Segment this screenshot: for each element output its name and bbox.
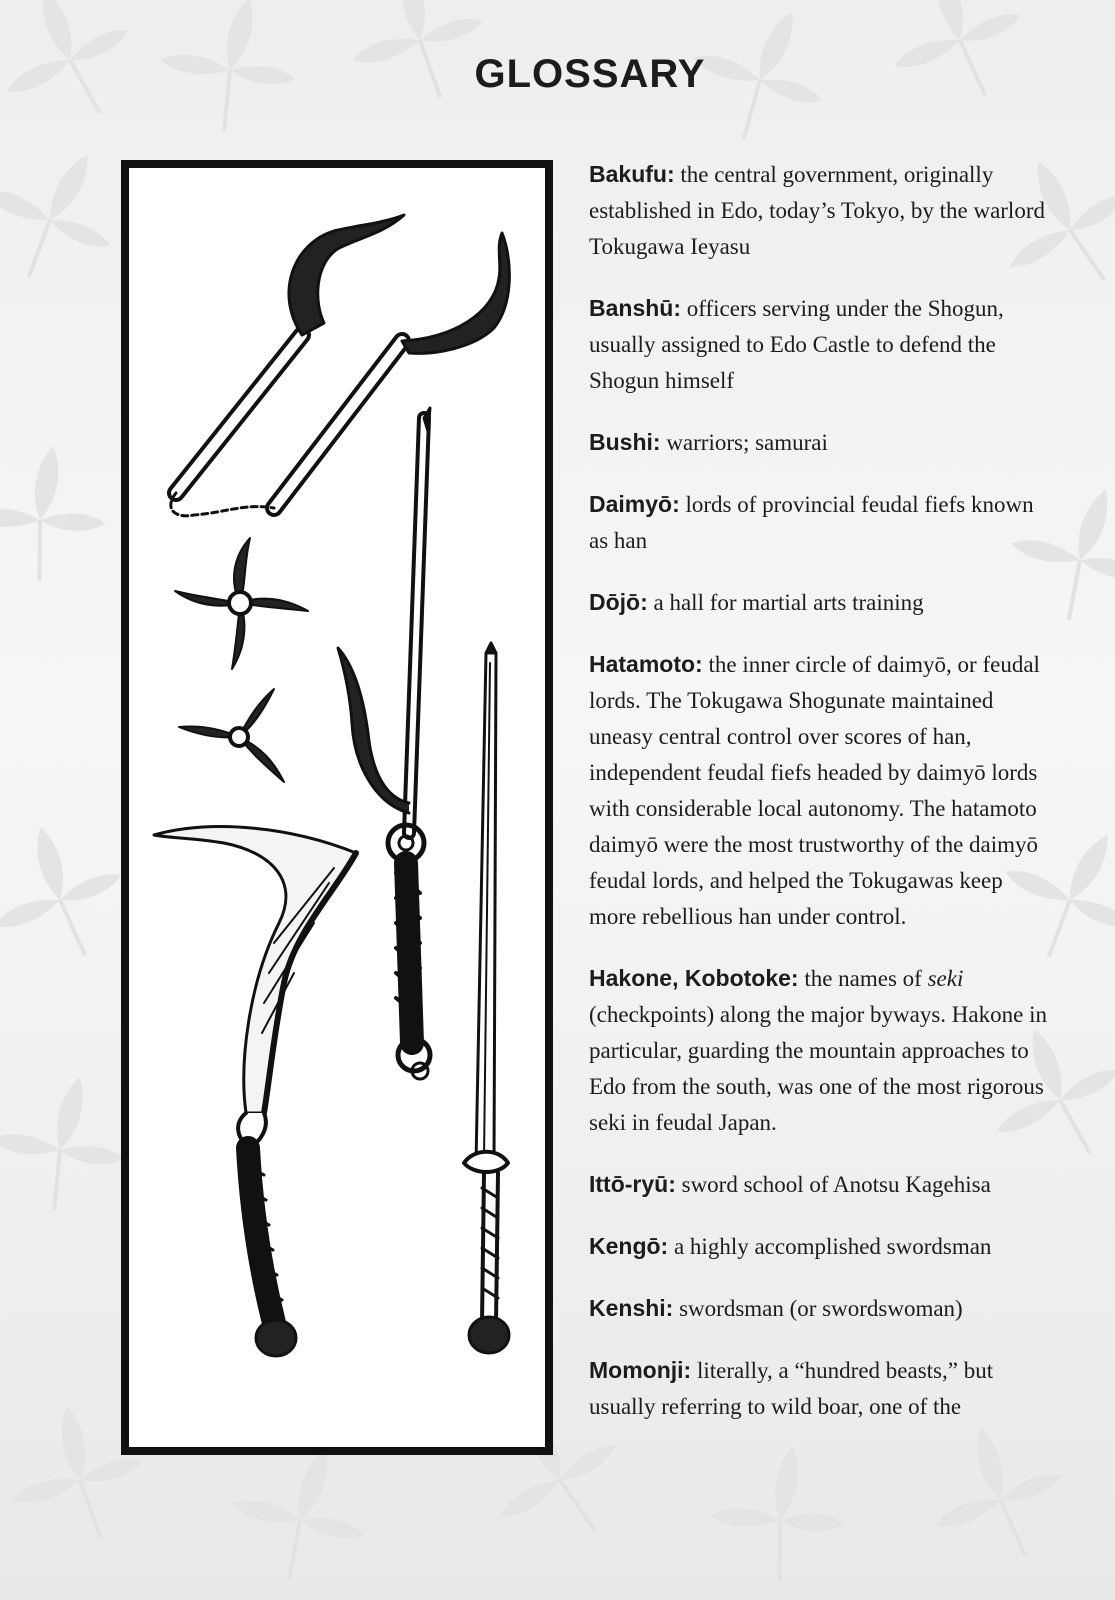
glossary-definition: the central government, originally established in Edo, today’s Tokyo, by the warlord Tokugawa Ieyasu bbox=[589, 162, 1045, 259]
glossary-definition-italic: seki bbox=[927, 966, 964, 991]
illustration-panel bbox=[127, 166, 547, 1449]
glossary-definition: literally, a “hundred beasts,” but usually referring to wild boar, one of the bbox=[589, 1358, 994, 1419]
glossary-entry bbox=[589, 1228, 1049, 1265]
glossary-definition-part: (checkpoints) along the major byways. Hakone in particular, guarding the mountain approaches to Edo from the south, was one of the most rigorous seki in feudal Japan. bbox=[589, 1002, 1047, 1135]
glossary-entry bbox=[589, 486, 1049, 559]
glossary-entry bbox=[589, 290, 1049, 399]
glossary-entry bbox=[589, 646, 1049, 935]
illustration-frame bbox=[121, 160, 553, 1455]
glossary-term: Hatamoto: bbox=[589, 651, 703, 677]
page-title: GLOSSARY bbox=[474, 52, 706, 96]
glossary-entry bbox=[589, 156, 1049, 265]
shuriken-icon bbox=[179, 689, 284, 782]
glossary-term: Banshū: bbox=[589, 295, 681, 321]
glossary-definition: officers serving under the Shogun, usually assigned to Edo Castle to defend the Shogun himself bbox=[589, 296, 1004, 393]
glossary-definition: lords of provincial feudal fiefs known as han bbox=[589, 492, 1034, 553]
glossary-term: Ittō-ryū: bbox=[589, 1171, 676, 1197]
curved-blade-icon bbox=[154, 827, 356, 1356]
glossary-entry bbox=[589, 424, 1049, 461]
glossary-term: Kengō: bbox=[589, 1233, 669, 1259]
glossary-entry bbox=[589, 1166, 1049, 1203]
glossary-term: Dōjō: bbox=[589, 589, 648, 615]
sword-icon bbox=[464, 643, 509, 1353]
glossary-term: Kenshi: bbox=[589, 1295, 674, 1321]
glossary-entry bbox=[589, 1290, 1049, 1327]
glossary-definition: a hall for martial arts training bbox=[653, 590, 924, 615]
glossary-definition: swordsman (or swordswoman) bbox=[679, 1296, 963, 1321]
glossary-definition: the inner circle of daimyō, or feudal lords. The Tokugawa Shogunate maintained uneasy central control over scores of han, independent feudal fiefs headed by daimyō lords with considerable local autonomy. The hatamoto daimyō were the most trustworthy of the daimyō feudal lords, and helped the Tokugawas keep more rebellious han under control. bbox=[589, 652, 1040, 929]
chain-hook-weapon-icon bbox=[171, 215, 510, 516]
glossary-definition: a highly accomplished swordsman bbox=[673, 1234, 992, 1259]
glossary-term: Daimyō: bbox=[589, 491, 680, 517]
shuriken-icon bbox=[175, 538, 308, 669]
sai-icon bbox=[338, 408, 430, 1079]
glossary-entry bbox=[589, 960, 1049, 1141]
glossary-definition: warriors; samurai bbox=[666, 430, 828, 455]
glossary-term: Bushi: bbox=[589, 429, 661, 455]
glossary-entry bbox=[589, 1352, 1049, 1425]
glossary-definition-part: the names of bbox=[804, 966, 928, 991]
glossary-entry bbox=[589, 584, 1049, 621]
glossary-term: Hakone, Kobotoke: bbox=[589, 965, 799, 991]
glossary-term: Momonji: bbox=[589, 1357, 692, 1383]
glossary-term: Bakufu: bbox=[589, 161, 675, 187]
glossary-definition: sword school of Anotsu Kagehisa bbox=[681, 1172, 991, 1197]
weapons-illustration bbox=[124, 163, 544, 1446]
glossary-list bbox=[589, 156, 1049, 1450]
glossary-definition bbox=[589, 966, 1047, 1135]
